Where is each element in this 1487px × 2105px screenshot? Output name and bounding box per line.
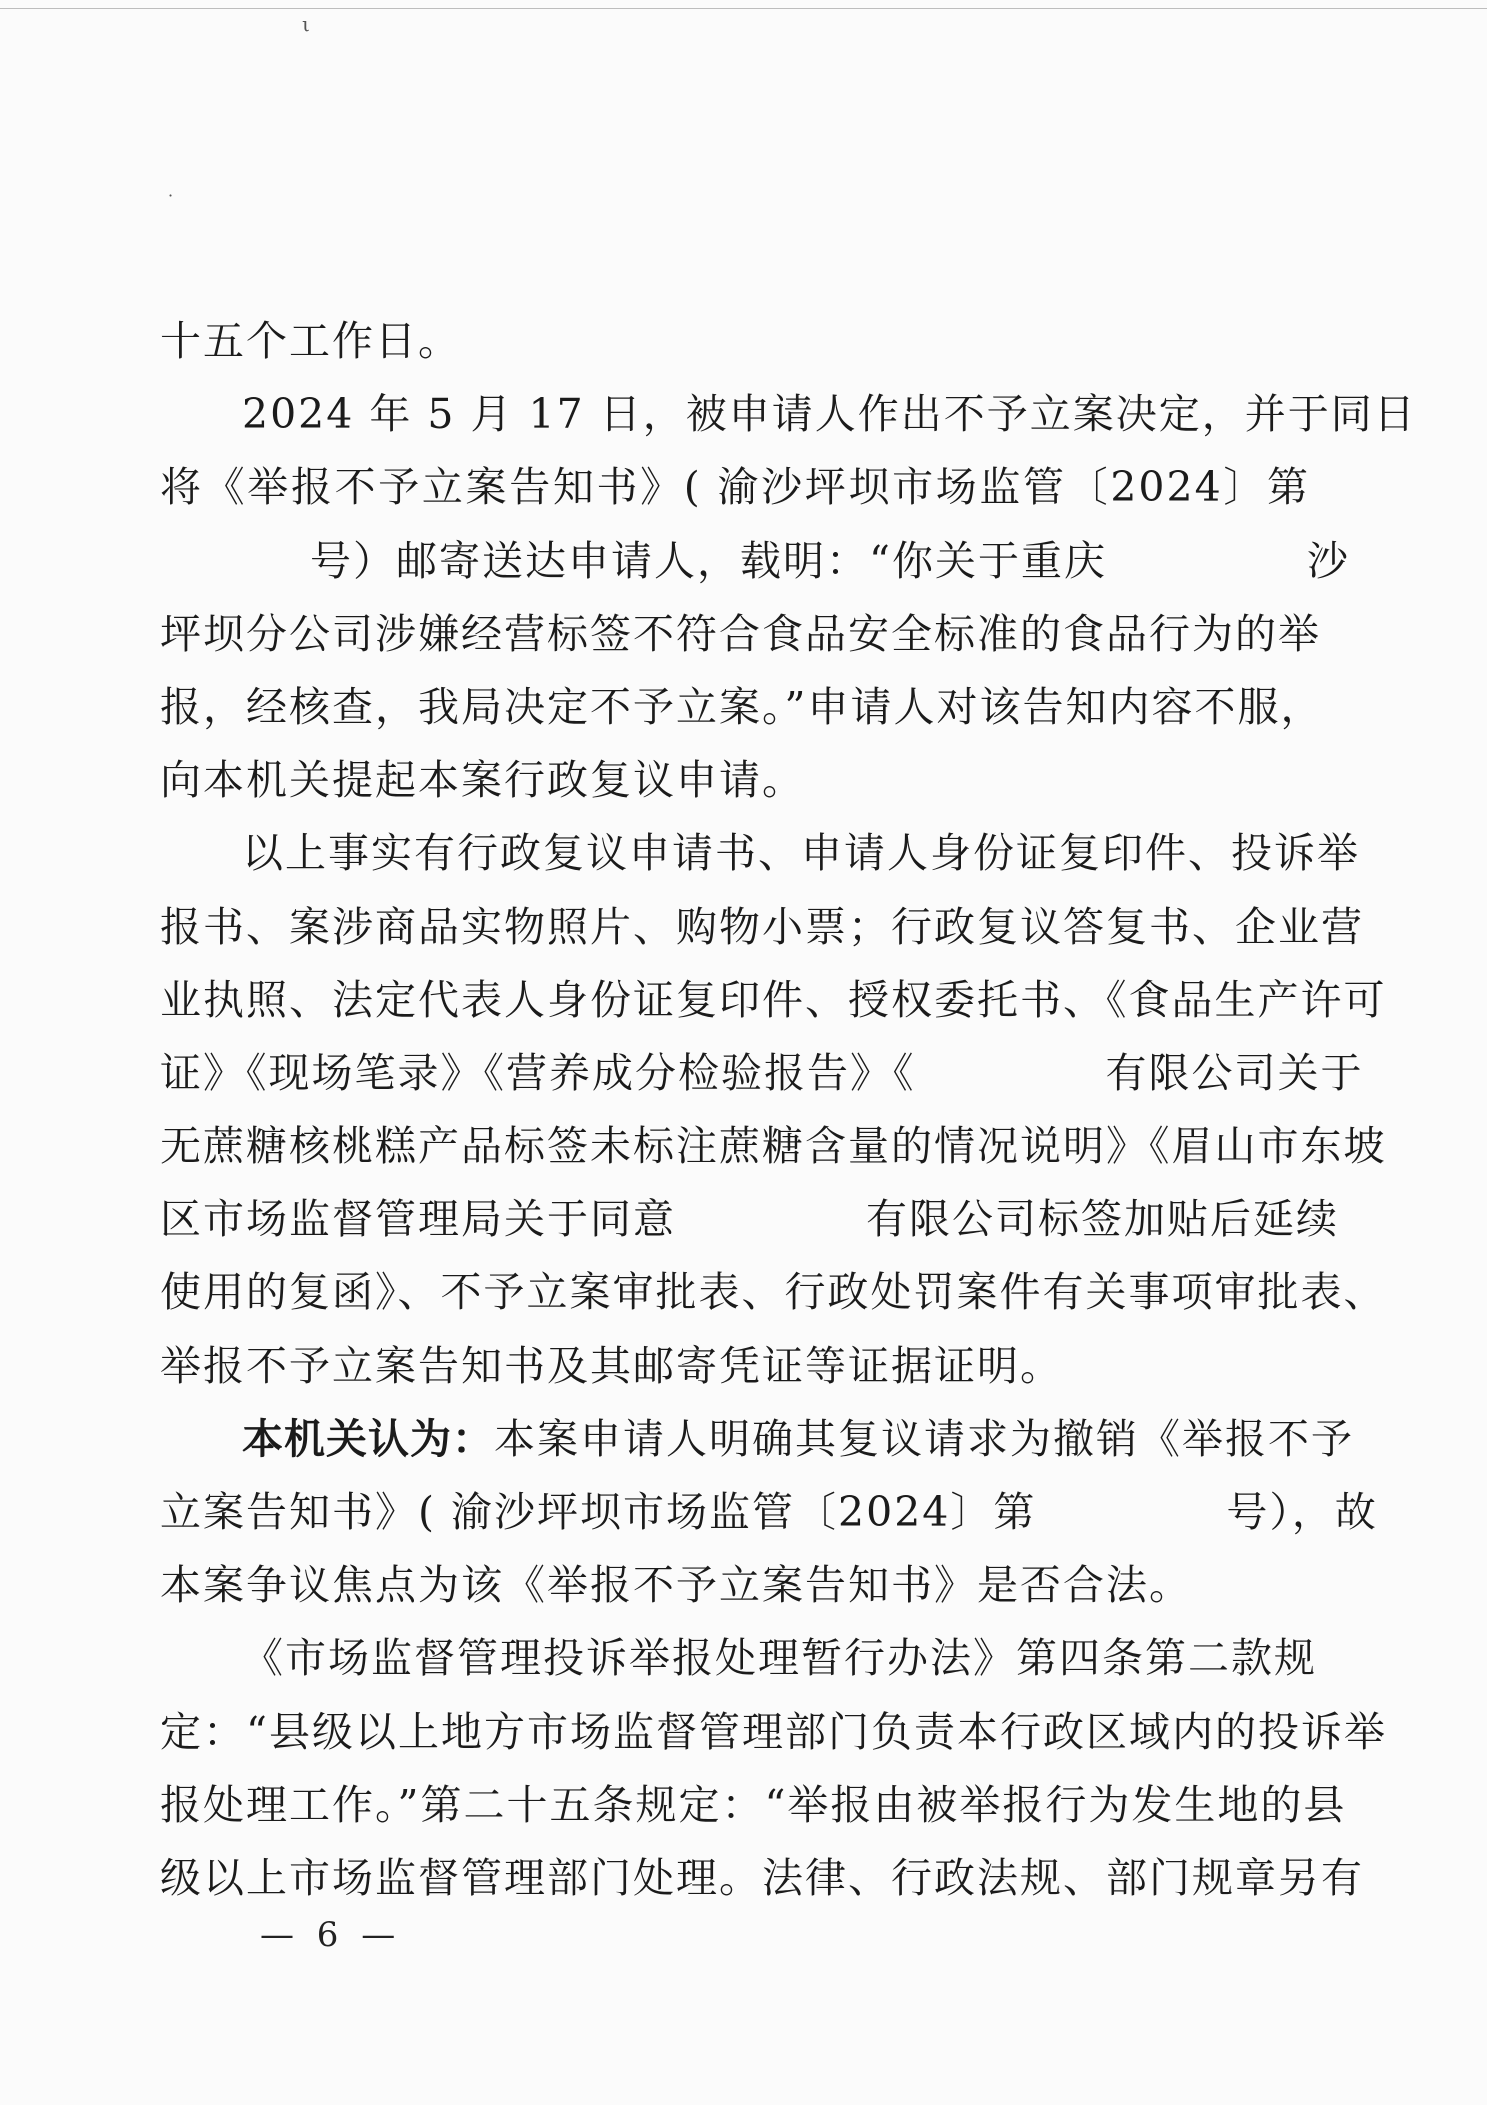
text-line [160, 1476, 1378, 1549]
text-line: 报，经核查，我局决定不予立案。”申请人对该告知内容不服， [160, 682, 1324, 731]
scan-dot: · [168, 186, 174, 205]
text-fragment: 号）邮寄送达申请人，载明：“你关于重庆 [310, 536, 1107, 585]
text-fragment: 有限公司标签加贴后延续 [866, 1195, 1339, 1244]
scan-edge-line [0, 8, 1487, 9]
text-line: 业执照、法定代表人身份证复印件、授权委托书、《食品生产许可 [160, 975, 1387, 1024]
body-text [160, 305, 1417, 1915]
text-line [160, 525, 1350, 598]
text-line: 使用的复函》、不予立案审批表、行政处罚案件有关事项审批表、 [160, 1268, 1387, 1317]
text-fragment: 有限公司关于 [1105, 1048, 1364, 1097]
text-line [160, 1183, 1339, 1256]
text-line: 报处理工作。”第二十五条规定：“举报由被举报行为发生地的县 [160, 1780, 1347, 1829]
text-fragment: 立案告知书》( 渝沙坪坝市场监管〔2024〕第 [160, 1488, 1037, 1536]
text-fragment: 号），故 [1226, 1488, 1378, 1536]
text-fragment: 沙 [1306, 536, 1350, 585]
scan-mark: ι [302, 12, 310, 36]
text-line: 《市场监督管理投诉举报处理暂行办法》第四条第二款规 [242, 1634, 1317, 1683]
bold-heading: 本机关认为： [242, 1414, 494, 1463]
text-fragment: 证》《现场笔录》《营养成分检验报告》《 [160, 1048, 916, 1097]
text-line: 报书、案涉商品实物照片、购物小票；行政复议答复书、企业营 [160, 902, 1364, 951]
text-line [160, 1037, 1364, 1110]
text-line: 无蔗糖核桃糕产品标签未标注蔗糖含量的情况说明》《眉山市东坡 [160, 1122, 1387, 1171]
page-number: — 6 — [260, 1915, 402, 1955]
text-line: 十五个工作日。 [160, 317, 461, 365]
text-line: 举报不予立案告知书及其邮寄凭证等证据证明。 [160, 1341, 1063, 1390]
text-line: 将《举报不予立案告知书》( 渝沙坪坝市场监管〔2024〕第 [160, 463, 1310, 512]
text-line [160, 1403, 1354, 1476]
text-line: 本案争议焦点为该《举报不予立案告知书》是否合法。 [160, 1561, 1192, 1610]
text-line: 坪坝分公司涉嫌经营标签不符合食品安全标准的食品行为的举 [160, 609, 1321, 658]
text-fragment: 本案申请人明确其复议请求为撤销《举报不予 [494, 1414, 1354, 1463]
text-line: 定：“县级以上地方市场监督管理部门负责本行政区域内的投诉举 [160, 1707, 1387, 1756]
text-line: 级以上市场监督管理部门处理。法律、行政法规、部门规章另有 [160, 1853, 1364, 1902]
text-line: 以上事实有行政复议申请书、申请人身份证复印件、投诉举 [242, 829, 1360, 878]
text-line: 2024 年 5 月 17 日，被申请人作出不予立案决定，并于同日 [242, 390, 1417, 439]
text-line: 向本机关提起本案行政复议申请。 [160, 756, 805, 805]
text-fragment: 区市场监督管理局关于同意 [160, 1195, 676, 1244]
